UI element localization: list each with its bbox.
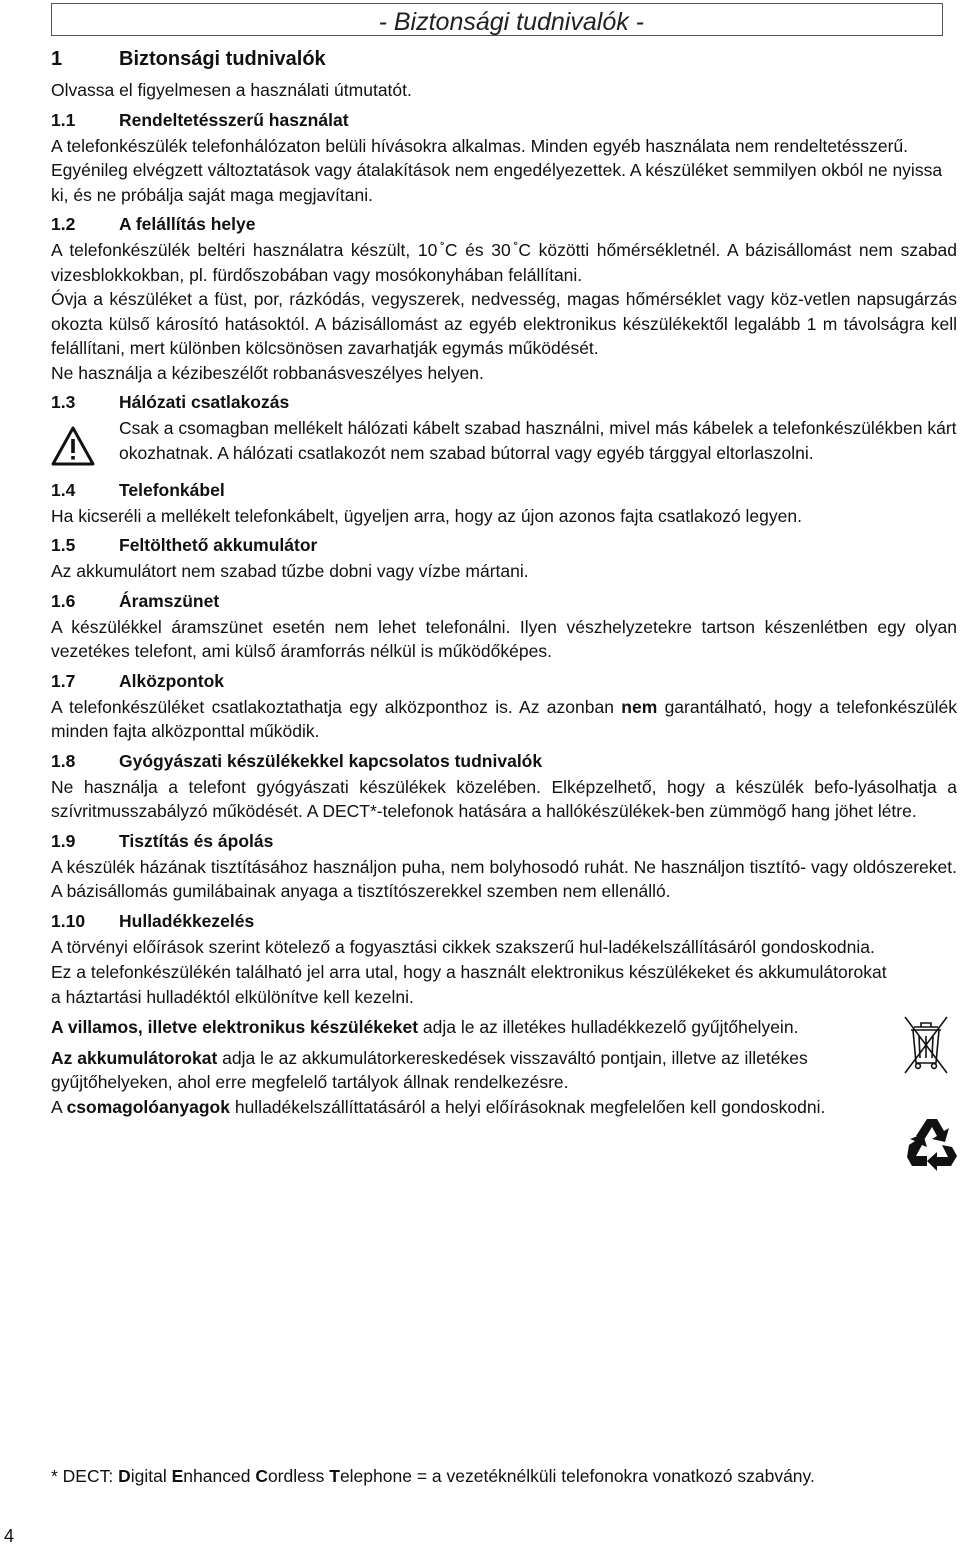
page-number: 4: [4, 1526, 15, 1546]
section-text-1-2-b: Óvja a készüléket a füst, por, rázkódás, vegyszerek, nedvesség, magas hőmérséklet vagy köz-vetlen napsugárzás okozta külső károsító hatásoktól. A bázisállomást az egyéb elektronikus készülékektől legalább 1 m távolságra kell felállítani, mert különben kölcsönösen zavarhatják egymás működését.: [51, 289, 957, 358]
recycle-icon: [900, 1115, 960, 1180]
main-content: [51, 46, 957, 1119]
section-heading-1-6: [51, 590, 957, 613]
footnote: [51, 1464, 957, 1489]
section-heading-1-1: [51, 109, 957, 132]
section-title: Rendeltetésszerű használat: [119, 109, 349, 130]
section-text-1-2-a: A telefonkészülék beltéri használatra készült, 10 ̊C és 30 ̊C közötti hőmérsékletnél. A bázisállomást nem szabad vizesblokkokban, pl. fürdőszobában vagy mosókonyhában felállítani.: [51, 240, 957, 285]
section-title: Hálózati csatlakozás: [119, 392, 290, 412]
text-run: adja le az illetékes hulladékkezelő gyűjtőhelyein.: [418, 1017, 799, 1037]
section-title: Alközpontok: [119, 670, 224, 691]
chapter-heading: [51, 46, 957, 72]
section-title: Feltölthető akkumulátor: [119, 535, 318, 555]
section-title: Tisztítás és ápolás: [119, 830, 274, 851]
text-run-bold: C: [255, 1466, 268, 1486]
section-number: 1.6: [51, 590, 76, 611]
section-heading-1-4: [51, 479, 957, 502]
footnote-text: [51, 1464, 957, 1489]
section-text-1-9: A készülék házának tisztításához használjon puha, nem bolyhosodó ruhát. Ne használjon tisztító- vagy oldószereket. A bázisállomás gumilábainak anyaga a tisztítószerekkel szemben nem ellenálló.: [51, 856, 957, 901]
chapter-intro: Olvassa el figyelmesen a használati útmutatót.: [51, 80, 412, 100]
text-run-bold: nem: [621, 696, 658, 717]
waste-section: [51, 935, 957, 1120]
section-text-1-1: A telefonkészülék telefonhálózaton belüli hívásokra alkalmas. Minden egyéb használata nem rendeltetésszerű. Egyénileg elvégzett változtatások vagy átalakítások nem engedélyezettek. A készüléket semmilyen okból ne nyissa ki, és ne próbálja saját maga megjavítani.: [51, 135, 943, 205]
section-title: Gyógyászati készülékekkel kapcsolatos tudnivalók: [119, 750, 543, 771]
section-text-1-6: A készülékkel áramszünet esetén nem lehet telefonálni. Ilyen vészhelyzetekre tartson készenlétben egy olyan vezetékes telefont, ami külső áramforrás nélkül is működőképes.: [51, 616, 957, 661]
text-run-bold: A villamos, illetve elektronikus készülékeket: [51, 1017, 419, 1037]
section-number: 1.7: [51, 670, 76, 691]
section-text-1-8: Ne használja a telefont gyógyászati készülékek közelében. Elképzelhető, hogy a készülék befo-lyásolhatja a szívritmusszabályzó működését. A DECT*-telefonok hatására a hallókészülékek-ben zümmögő hang jöhet létre.: [51, 776, 957, 821]
section-number: 1.10: [51, 910, 86, 931]
text-run: hulladékelszállíttatásáról a helyi előírásoknak megfelelően kell gondoskodni.: [229, 1096, 826, 1117]
section-heading-1-10: [51, 910, 957, 933]
section-text-1-5: Az akkumulátort nem szabad tűzbe dobni vagy vízbe mártani.: [51, 561, 529, 581]
section-title: Telefonkábel: [119, 479, 225, 500]
section-number: 1.8: [51, 750, 76, 771]
text-run: elephone = a vezetéknélküli telefonokra vonatkozó szabvány.: [339, 1466, 815, 1486]
text-run: * DECT:: [51, 1466, 119, 1486]
section-heading-1-5: [51, 534, 957, 557]
section-text-1-7: [51, 695, 957, 744]
text-run-bold: D: [118, 1466, 131, 1486]
text-run: ordless: [267, 1466, 330, 1486]
section-heading-1-8: [51, 750, 957, 773]
section-number: 1.9: [51, 830, 76, 851]
waste-text-block: [51, 935, 889, 1120]
warning-block: [51, 416, 957, 473]
section-text-1-10-a: A törvényi előírások szerint kötelező a fogyasztási cikkek szakszerű hul-ladékelszállításáról gondoskodnia.: [51, 936, 875, 957]
warning-triangle-icon: [51, 416, 119, 473]
section-heading-1-9: [51, 830, 957, 853]
section-text-1-4: Ha kicseréli a mellékelt telefonkábelt, ügyeljen arra, hogy az újon azonos fajta csatlakozó legyen.: [51, 505, 802, 526]
text-run-bold: Az akkumulátorokat: [51, 1047, 218, 1068]
section-text-1-10-e: [51, 1095, 889, 1120]
section-title: A felállítás helye: [119, 214, 256, 234]
chapter-number: 1: [51, 48, 63, 70]
section-title: Hulladékkezelés: [119, 910, 255, 931]
text-run: garantálható, hogy a telefonkészülék minden fajta alközponttal működik.: [51, 696, 957, 741]
header-title: - Biztonsági tudnivalók -: [378, 8, 644, 36]
text-run: A telefonkészüléket csatlakoztathatja egy alközponthoz is. Az azonban: [51, 696, 622, 717]
header-bar: [51, 3, 943, 36]
text-run-bold: T: [329, 1466, 340, 1486]
section-text-1-3: Csak a csomagban mellékelt hálózati kábelt szabad használni, mivel más kábelek a telefonkészülékben kárt okozhatnak. A hálózati csatlakozót nem szabad bútorral vagy egyéb tárggyal eltorlaszolni.: [119, 418, 957, 463]
section-text-1-10-b: Ez a telefonkészülékén található jel arra utal, hogy a használt elektronikus készülékeket és akkumulátorokat a háztartási hulladéktól elkülönítve kell kezelni.: [51, 962, 887, 1007]
crossed-out-bin-icon: [900, 1011, 952, 1084]
text-run: A: [51, 1096, 67, 1117]
section-heading-1-2: [51, 213, 957, 236]
section-number: 1.2: [51, 214, 76, 234]
section-number: 1.1: [51, 109, 76, 130]
text-run: igital: [130, 1466, 172, 1486]
section-number: 1.4: [51, 479, 76, 500]
section-text-1-10-c: [51, 1015, 889, 1040]
section-number: 1.5: [51, 535, 76, 555]
section-text-1-10-d: [51, 1046, 889, 1095]
text-run-bold: csomagolóanyagok: [66, 1096, 230, 1117]
section-title: Áramszünet: [119, 590, 220, 611]
chapter-title: Biztonsági tudnivalók: [119, 48, 326, 70]
section-number: 1.3: [51, 392, 76, 412]
text-run-bold: E: [171, 1466, 184, 1486]
text-run: adja le az akkumulátorkereskedések visszaváltó pontjain, illetve az illetékes gyűjtőhelyeken, ahol erre megfelelő tartályok állnak rendelkezésre.: [51, 1047, 808, 1092]
section-heading-1-3: [51, 391, 957, 414]
section-heading-1-7: [51, 670, 957, 693]
text-run: nhanced: [183, 1466, 256, 1486]
section-text-1-2-c: Ne használja a kézibeszélőt robbanásveszélyes helyen.: [51, 362, 484, 383]
